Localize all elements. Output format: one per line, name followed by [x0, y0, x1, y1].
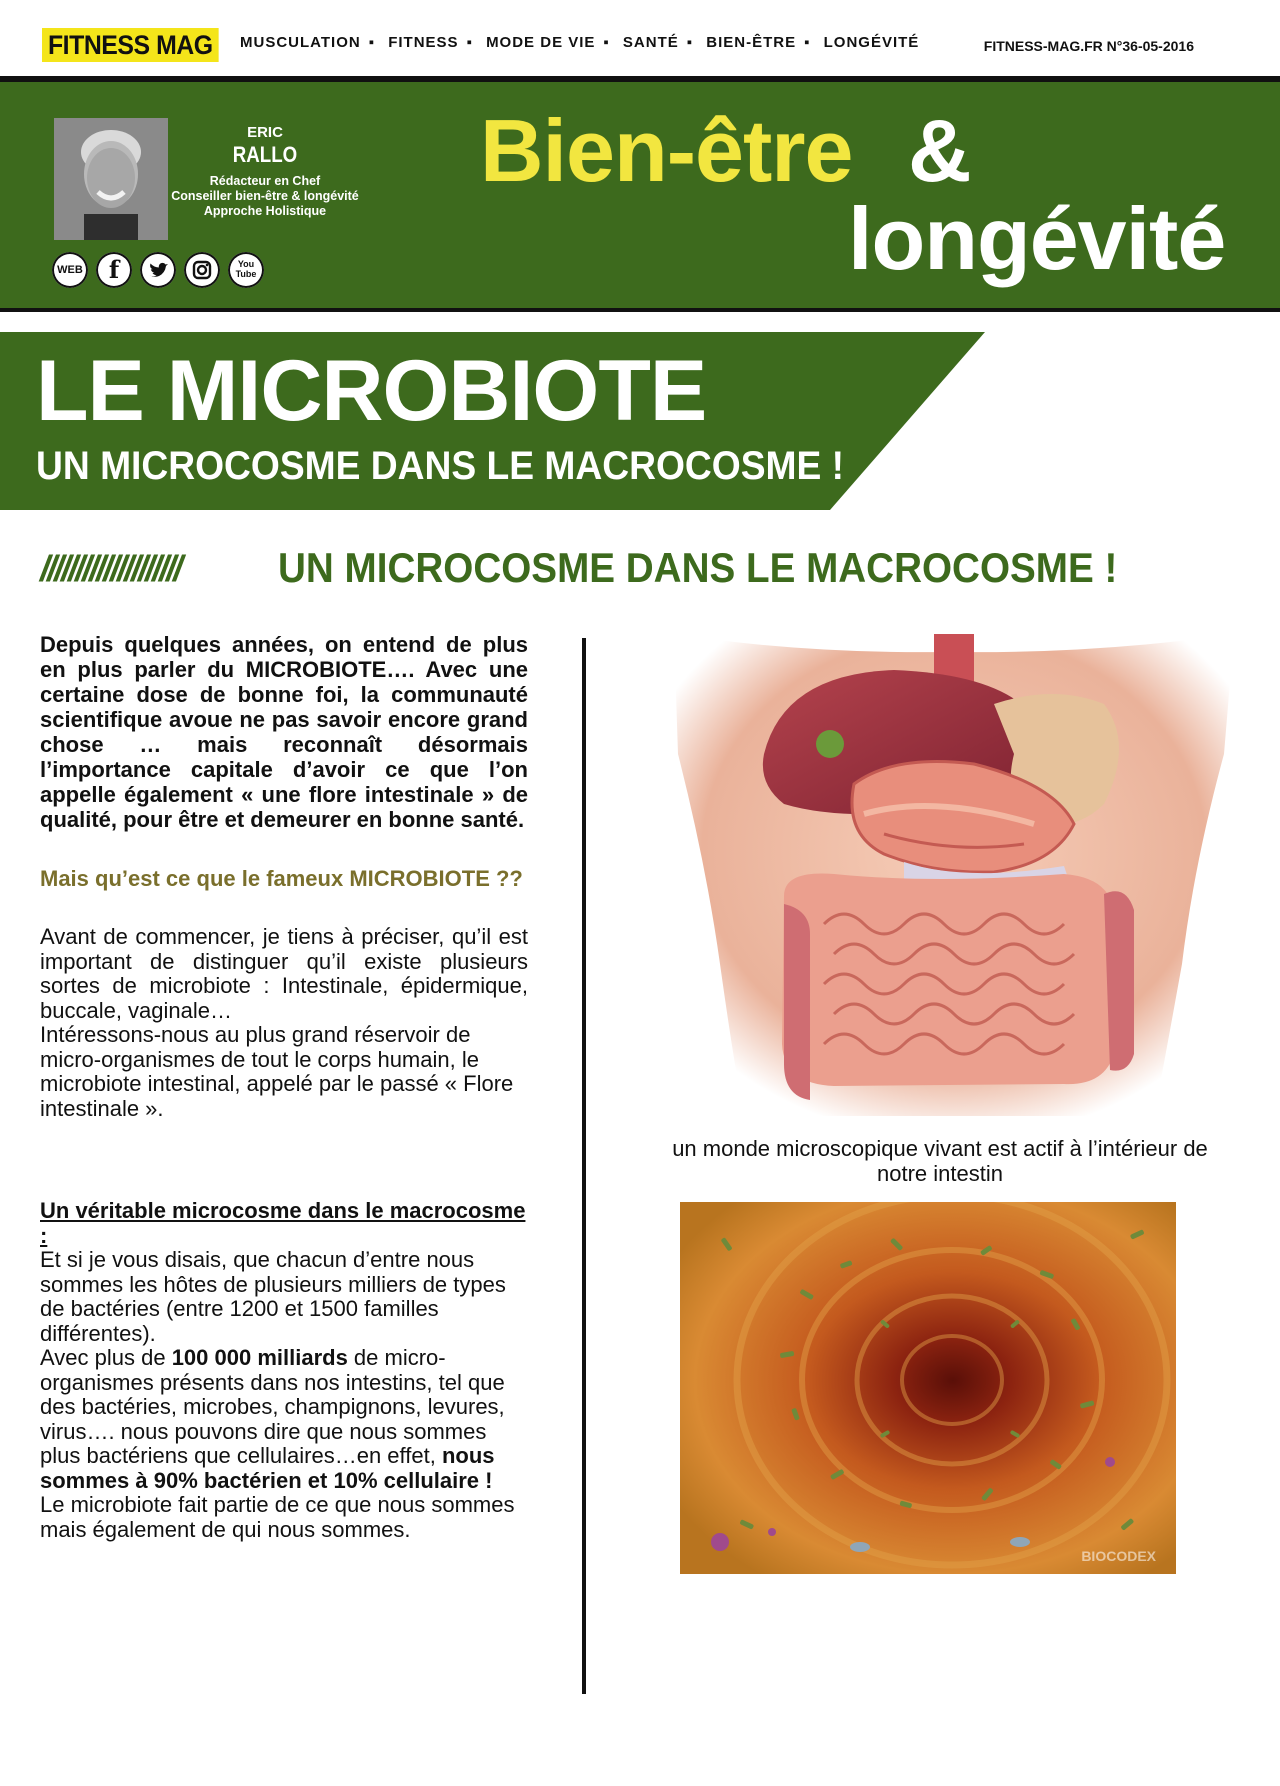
article-body [40, 632, 528, 1542]
paragraph-numbers [40, 1346, 528, 1493]
author-role-advisor: Conseiller bien-être & longévité [171, 189, 359, 203]
web-link[interactable]: WEB [52, 252, 88, 288]
article-subtitle: UN MICROCOSME DANS LE MACROCOSME ! [36, 444, 845, 488]
numbers-text-b: de micro-organismes présents dans nos intestins, tel que des bactéries, microbes, champignons, levures, virus…. nous pouvons dire que nous sommes plus bactériens que cellulaires…en effet, [40, 1345, 505, 1468]
paragraph-reservoir: Intéressons-nous au plus grand réservoir de micro-organismes de tout le corps humain, le microbiote intestinal, appelé par le passé « Flore intestinale ». [40, 1022, 514, 1121]
paragraph-types: Avant de commencer, je tiens à préciser, qu’il est important de distinguer qu’il existe plusieurs sortes de microbiote : Intestinale, épidermique, buccale, vaginale… [40, 924, 528, 1023]
subheading-microcosme: Un véritable microcosme dans le macrocosme : [40, 1198, 526, 1248]
nav-item-bien-etre[interactable]: BIEN-ÊTRE [706, 34, 797, 51]
digestive-system-illustration [634, 634, 1266, 1116]
youtube-label-tube: Tube [235, 269, 257, 279]
youtube-label-you: You [237, 259, 255, 269]
paragraph-conclusion: Le microbiote fait partie de ce que nous sommes mais également de qui nous sommes. [40, 1492, 515, 1542]
instagram-icon[interactable] [184, 252, 220, 288]
author-role-approach: Approche Holistique [203, 204, 327, 218]
numbers-bold-conclusion: nous sommes à 90% bactérien et 10% cellulaire ! [40, 1443, 495, 1493]
image-watermark: BIOCODEX [1081, 1548, 1156, 1564]
issue-number: FITNESS-MAG.FR N°36-05-2016 [983, 38, 1194, 54]
magazine-logo[interactable]: FITNESS MAG [42, 28, 219, 62]
intro-paragraph: Depuis quelques années, on entend de plus en plus parler du MICROBIOTE…. Avec une certaine dose de bonne foi, la communauté scientifique avoue ne pas savoir encore grand chose … mais reconnaît désormais l’importance capitale d’avoir ce que l’on appelle également « une flore intestinale » de qualité, pour être et demeurer en bonne santé. [40, 632, 528, 832]
section-heading: UN MICROCOSME DANS LE MACROCOSME ! [278, 544, 1118, 591]
numbers-text-a: Avec plus de [40, 1345, 172, 1370]
nav-item-mode-de-vie[interactable]: MODE DE VIE [486, 34, 596, 51]
author-photo [54, 118, 168, 240]
header-title-ampersand: & [908, 101, 972, 200]
paragraph-bacteria: Et si je vous disais, que chacun d’entre nous sommes les hôtes de plusieurs milliers de types de bactéries (entre 1200 et 1500 familles différentes). [40, 1247, 506, 1346]
youtube-icon[interactable] [228, 252, 264, 288]
nav-item-musculation[interactable]: MUSCULATION [240, 34, 361, 51]
facebook-icon[interactable]: f [96, 252, 132, 288]
header-band-divider [0, 308, 1280, 312]
section-slashes: //////////////////// [40, 548, 181, 589]
header-title-line2: longévité [848, 189, 1226, 288]
top-navigation: MUSCULATION ▪ FITNESS ▪ MODE DE VIE ▪ SANTÉ ▪ BIEN-ÊTRE ▪ LONGÉVITÉ [240, 34, 920, 51]
column-divider [582, 638, 586, 1694]
figure-caption: un monde microscopique vivant est actif à l’intérieur de notre intestin [672, 1136, 1208, 1186]
microbiota-illustration [680, 1202, 1176, 1574]
author-last-name: RALLO [232, 142, 298, 167]
twitter-icon[interactable] [140, 252, 176, 288]
question-heading: Mais qu’est ce que le fameux MICROBIOTE ?? [40, 866, 523, 891]
author-role-editor: Rédacteur en Chef [209, 174, 321, 188]
nav-item-longevite[interactable]: LONGÉVITÉ [823, 34, 920, 51]
header-title-line1: Bien-être [480, 101, 853, 200]
numbers-bold: 100 000 milliards [171, 1345, 348, 1370]
nav-item-fitness[interactable]: FITNESS [388, 34, 459, 51]
author-first-name: ERIC [247, 124, 283, 141]
nav-item-sante[interactable]: SANTÉ [622, 34, 679, 51]
article-title: LE MICROBIOTE [36, 343, 707, 439]
